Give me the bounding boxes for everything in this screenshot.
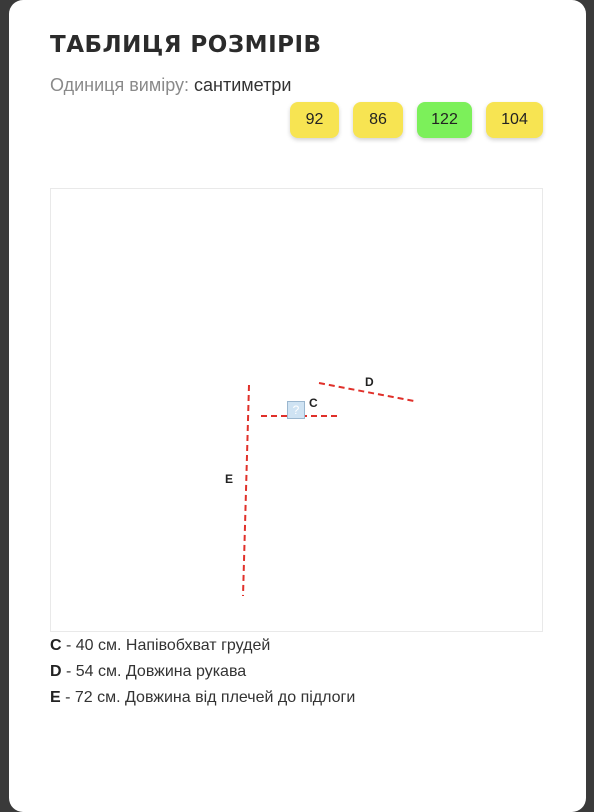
- size-chip-92[interactable]: [290, 102, 339, 138]
- size-chip-122[interactable]: [417, 102, 472, 138]
- legend-text: - 40 см. Напівобхват грудей: [61, 637, 271, 654]
- unit-label: Одиниця виміру:: [50, 75, 190, 95]
- broken-image-icon: ?: [287, 401, 305, 419]
- legend-item-c: [50, 636, 355, 662]
- size-chart-card: [9, 0, 586, 812]
- legend-key: D: [50, 663, 62, 680]
- size-chip-label: 92: [305, 111, 324, 128]
- measure-line-e: [243, 385, 249, 596]
- page-title: ТАБЛИЦЯ РОЗМІРІВ: [50, 32, 322, 58]
- size-chip-label: 104: [501, 111, 528, 128]
- measure-label-c: C: [309, 396, 318, 410]
- legend-text: - 72 см. Довжина від плечей до підлоги: [60, 689, 356, 706]
- measure-label-e: E: [225, 472, 234, 486]
- measure-label-d: D: [365, 375, 374, 389]
- size-chip-104[interactable]: [486, 102, 543, 138]
- size-chip-86[interactable]: [353, 102, 403, 138]
- size-chip-label: 86: [369, 111, 387, 128]
- size-chip-label: 122: [431, 111, 458, 128]
- legend-item-d: [50, 662, 355, 688]
- legend-item-e: [50, 688, 355, 714]
- unit-line: [50, 75, 291, 96]
- legend-text: - 54 см. Довжина рукава: [61, 663, 247, 680]
- unit-value: сантиметри: [194, 75, 292, 95]
- legend-key: E: [50, 689, 61, 706]
- legend-key: C: [50, 637, 62, 654]
- measurement-legend: [50, 636, 355, 714]
